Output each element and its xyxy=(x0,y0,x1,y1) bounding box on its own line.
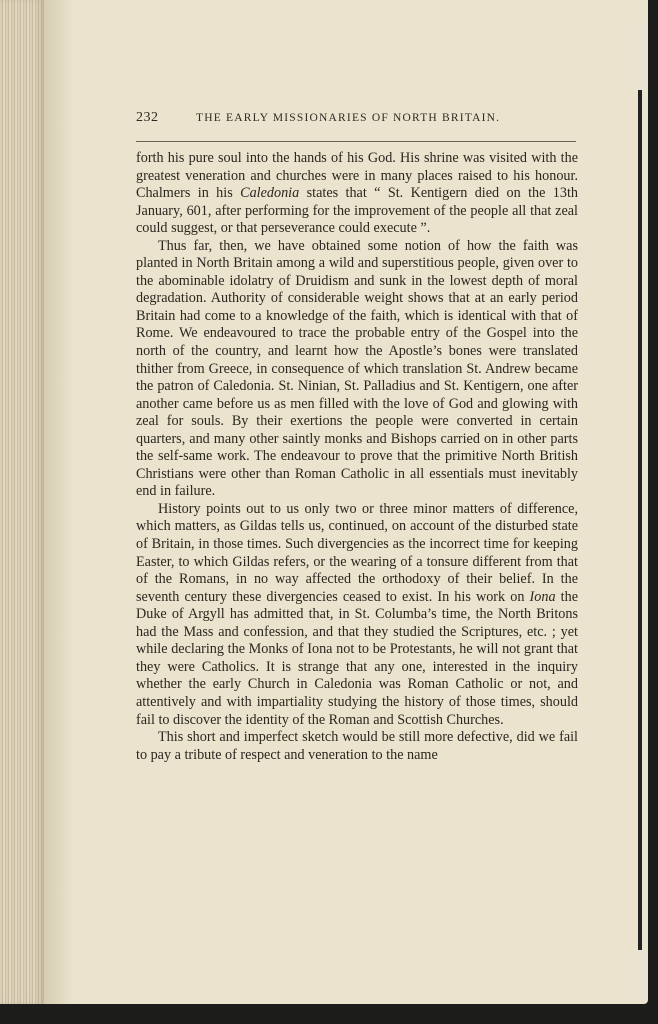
paragraph-4-text: This short and imperfect sketch would be still more defective, did we fail to pay a tribute of respect and veneration to the name xyxy=(136,729,578,763)
paragraph-3-text-b: the Duke of Argyll has admitted that, in St. Columba’s time, the North Britons had the Mass and confession, and that they studied the Scriptures, etc. ; yet while declaring the Monks of Iona not to be Protestants, he will not grant that they were Catholics. It is strange that any one, interested in the inquiry whether the early Church in Caledonia was Roman Catholic or not, and attentively and with impartiality studying the history of those times, should fail to discover the identity of the Roman and Scottish Churches. xyxy=(136,588,578,728)
book-title-iona: Iona xyxy=(529,588,556,605)
paragraph-3 xyxy=(136,501,578,729)
paragraph-1-text-a: forth his pure soul into the hands of his God. His shrine was visited with the greatest veneration and churches were in many places raised to his honour. Chalmers in his xyxy=(136,150,578,202)
paragraph-1 xyxy=(136,150,578,238)
page-header xyxy=(136,110,578,130)
page-number: 232 xyxy=(136,110,159,125)
paragraph-2 xyxy=(136,238,578,501)
paragraph-2-text: Thus far, then, we have obtained some notion of how the faith was planted in North Britain among a wild and superstitious people, given over to the abominable idolatry of Druidism and sunk in the lowest depth of moral degradation. Authority of considerable weight shows that at an early period Britain had come to a knowledge of the faith, which is identical with that of Rome. We endeavoured to trace the probable entry of the Gospel into the north of the country, and learnt how the Apostle’s bones were translated thither from Greece, in consequence of which translation St. Andrew became the patron of Caledonia. St. Ninian, St. Palladius and St. Kentigern, one after another came before us as men filled with the love of God and glowing with zeal for souls. By their exertions the people were converted in certain quarters, and many other saintly monks and Bishops carried on in other parts the self-same work. The endeavour to prove that the primitive North British Christians were other than Roman Catholic in all essentials must inevitably end in failure. xyxy=(136,237,578,500)
book-title-caledonia: Caledonia xyxy=(240,185,300,202)
paragraph-4 xyxy=(136,729,578,764)
facing-page-edge xyxy=(638,20,648,1000)
body-text xyxy=(136,150,578,764)
spine-shadow xyxy=(44,0,74,1004)
paragraph-3-text-a: History points out to us only two or three minor matters of difference, which matters, as Gildas tells us, continued, on account of the disturbed state of Britain, in those times. Such divergencies as the incorrect time for keeping Easter, to which Gildas refers, or the wearing of a tonsure different from that of the Romans, in no way affected the orthodoxy of their belief. In the seventh century these divergencies ceased to exist. In his work on xyxy=(136,500,578,605)
header-rule xyxy=(136,141,576,142)
running-title: THE EARLY MISSIONARIES OF NORTH BRITAIN. xyxy=(196,112,501,124)
page-edges xyxy=(0,0,44,1004)
facing-page-shadow xyxy=(638,90,642,950)
paragraph-1-text-b: states that “ St. Kentigern died on the 13th January, 601, after performing for the improvement of the people all that zeal could suggest, or that perseverance could execute ”. xyxy=(136,185,579,237)
